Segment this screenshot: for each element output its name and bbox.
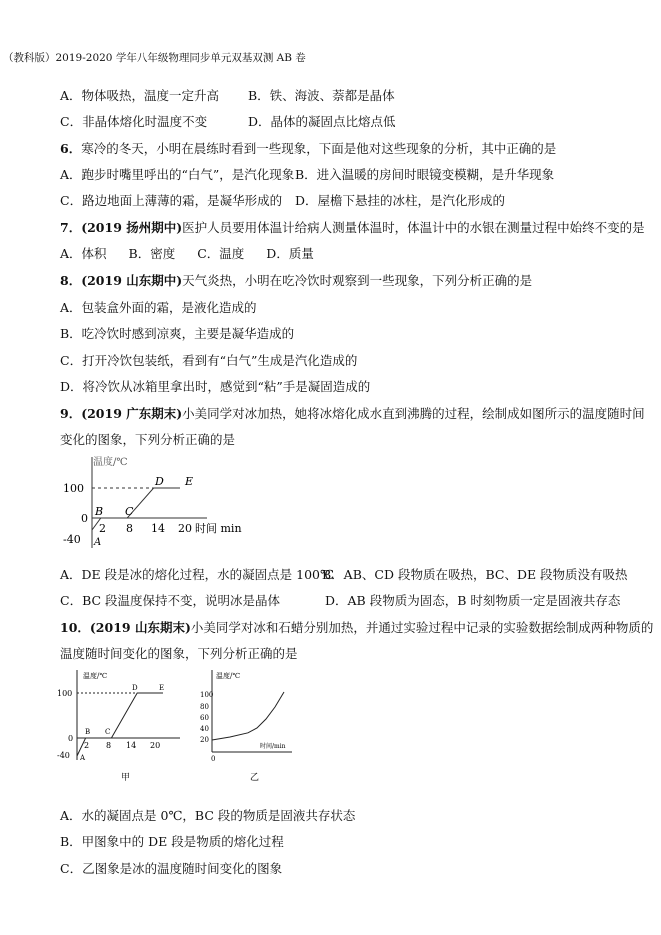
point-label: B	[95, 505, 104, 518]
point-label: A	[94, 537, 102, 548]
y-tick: 40	[200, 725, 209, 733]
y-tick: 0	[81, 512, 88, 525]
y-tick: -40	[57, 751, 70, 760]
q5-option-b: B．铁、海波、萘都是晶体	[248, 88, 395, 103]
x-tick: 20	[150, 741, 161, 750]
q5-option-c: C．非晶体熔化时温度不变	[60, 114, 208, 129]
x-tick: 8	[126, 522, 133, 535]
q9-stem	[60, 404, 645, 422]
q10-graph-jia	[55, 668, 185, 783]
graph-caption: 乙	[250, 773, 260, 783]
q7-option-c: C．温度	[197, 246, 245, 261]
point-label: B	[85, 728, 91, 736]
question-text: 寒冷的冬天，小明在晨练时看到一些现象，下面是他对这些现象的分析，其中正确的是	[81, 141, 557, 156]
page-header: （教科版）2019-2020 学年八年级物理同步单元双基双测 AB 卷	[3, 52, 306, 64]
q10-stem-cont: 温度随时间变化的图象，下列分析正确的是	[60, 646, 298, 661]
y-tick: 100	[200, 691, 214, 699]
q7-options	[60, 244, 314, 262]
q9-option-a: A．DE 段是冰的熔化过程，水的凝固点是 100℃	[60, 567, 334, 582]
y-tick: 60	[200, 714, 209, 722]
y-tick: 80	[200, 703, 209, 711]
q6-stem	[60, 139, 556, 157]
q8-option-c: C．打开冷饮包装纸，看到有“白气”生成是汽化造成的	[60, 353, 358, 368]
question-number: 10．(2019 山东期末)	[60, 620, 191, 635]
x-tick: 8	[106, 741, 112, 750]
x-axis-label: 时间 min	[195, 522, 242, 535]
question-number: 7．(2019 扬州期中)	[60, 220, 183, 235]
x-tick: 2	[84, 741, 90, 750]
x-tick: 14	[126, 741, 137, 750]
y-tick: 20	[200, 736, 209, 744]
point-label: E	[185, 475, 194, 488]
question-number: 8．(2019 山东期中)	[60, 273, 183, 288]
q6-option-a: A．跑步时嘴里呼出的“白气”，是汽化现象	[60, 167, 295, 182]
q7-option-d: D．质量	[266, 246, 314, 261]
q10-option-a: A．水的凝固点是 0℃，BC 段的物质是固液共存状态	[60, 808, 356, 823]
q8-stem	[60, 271, 532, 289]
y-axis-label: 温度/℃	[83, 672, 108, 680]
q9-graph	[55, 455, 265, 550]
point-label: D	[132, 684, 138, 692]
question-number: 9．(2019 广东期末)	[60, 406, 183, 421]
question-text: 天气炎热，小明在吃冷饮时观察到一些现象，下列分析正确的是	[182, 273, 533, 288]
q10-graph-yi	[200, 668, 310, 783]
q8-option-d: D．将冷饮从冰箱里拿出时，感觉到“粘”手是凝固造成的	[60, 379, 371, 394]
point-label: D	[155, 475, 164, 488]
q5-option-d: D．晶体的凝固点比熔点低	[248, 114, 396, 129]
q6-option-d: D．屋檐下悬挂的冰柱，是汽化形成的	[295, 193, 506, 208]
q7-stem	[60, 218, 645, 236]
q8-option-a: A．包装盒外面的霜，是液化造成的	[60, 300, 257, 315]
y-tick: -40	[63, 533, 81, 546]
question-text: 小美同学对冰和石蜡分别加热，并通过实验过程中记录的实验数据绘制成两种物质的	[190, 620, 654, 635]
point-label: E	[159, 684, 165, 692]
q6-option-b: B．进入温暖的房间时眼镜变模糊，是升华现象	[295, 167, 555, 182]
q10-option-c: C．乙图象是冰的温度随时间变化的图象	[60, 861, 283, 876]
q9-option-c: C．BC 段温度保持不变，说明冰是晶体	[60, 593, 281, 608]
q8-option-b: B．吃冷饮时感到凉爽，主要是凝华造成的	[60, 326, 295, 341]
y-tick: 100	[57, 689, 73, 698]
q9-stem-cont: 变化的图象，下列分析正确的是	[60, 432, 236, 447]
y-axis-label: 温度/℃	[216, 672, 241, 680]
q9-option-d: D．AB 段物质为固态，B 时刻物质一定是固液共存态	[325, 593, 621, 608]
x-tick: 2	[99, 522, 106, 535]
q6-option-c: C．路边地面上薄薄的霜，是凝华形成的	[60, 193, 283, 208]
y-tick: 100	[63, 482, 84, 495]
x-tick: 14	[151, 522, 165, 535]
q9-option-b: B．AB、CD 段物质在吸热，BC、DE 段物质没有吸热	[322, 567, 628, 582]
graph-caption: 甲	[121, 773, 131, 783]
origin-label: 0	[211, 755, 216, 763]
q7-option-b: B．密度	[128, 246, 176, 261]
question-number: 6．	[60, 141, 82, 156]
q10-option-b: B．甲图象中的 DE 段是物质的熔化过程	[60, 834, 284, 849]
point-label: C	[125, 505, 134, 518]
q5-option-a: A．物体吸热，温度一定升高	[60, 88, 220, 103]
point-label: C	[105, 728, 111, 736]
x-tick: 20	[178, 522, 192, 535]
point-label: A	[80, 754, 86, 762]
question-text: 小美同学对冰加热，她将冰熔化成水直到沸腾的过程，绘制成如图所示的温度随时间	[182, 406, 645, 421]
q10-stem	[60, 618, 653, 636]
q7-option-a: A．体积	[60, 246, 107, 261]
question-text: 医护人员要用体温计给病人测量体温时，体温计中的水银在测量过程中始终不变的是	[182, 220, 645, 235]
y-axis-label: 温度/℃	[93, 457, 128, 468]
y-tick: 0	[68, 734, 74, 743]
x-axis-label: 时间/min	[260, 743, 286, 750]
temperature-curve	[212, 692, 284, 740]
